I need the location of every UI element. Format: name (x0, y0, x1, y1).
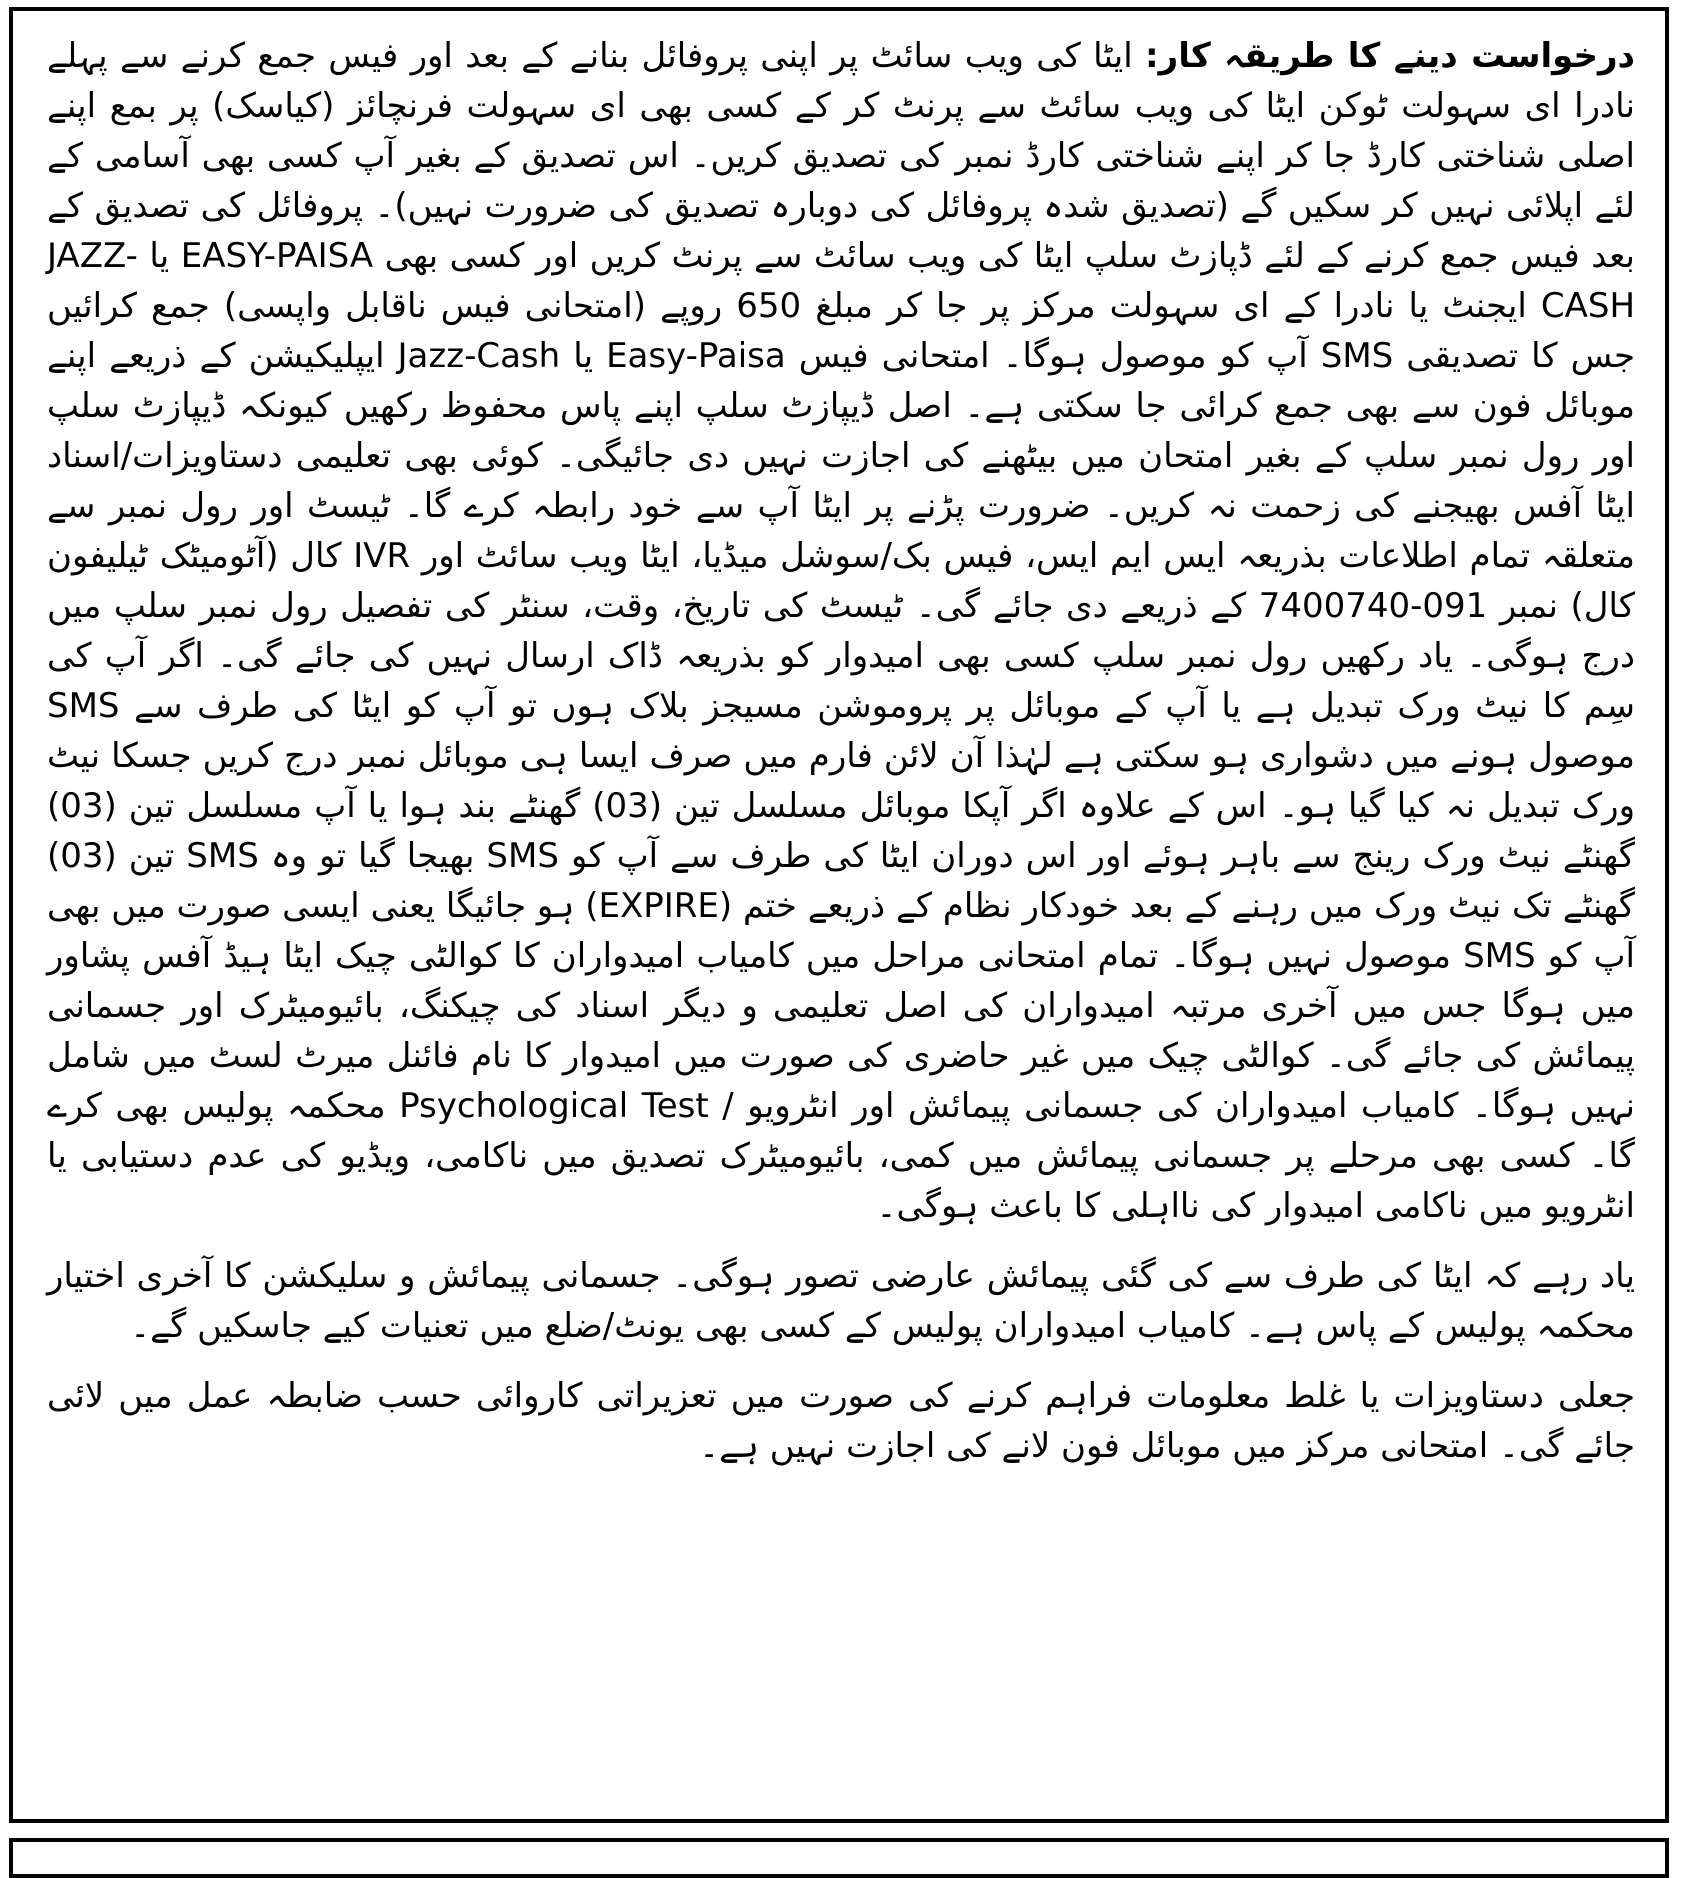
section-heading: درخواست دینے کا طریقہ کار: (1145, 36, 1635, 76)
paragraph-application-procedure (47, 31, 1635, 1231)
document-body (47, 31, 1635, 1471)
paragraph-fake-documents-notice: جعلی دستاویزات یا غلط معلومات فراہم کرنے کی صورت میں تعزیراتی کاروائی حسب ضابطہ عمل میں لائی جائے گی۔ امتحانی مرکز میں موبائل فون لانے کی اجازت نہیں ہے۔ (47, 1376, 1635, 1466)
paragraph-measurement-notice: یاد رہے کہ ایٹا کی طرف سے کی گئی پیمائش عارضی تصور ہوگی۔ جسمانی پیمائش و سلیکشن کا آخری اختیار محکمہ پولیس کے پاس ہے۔ کامیاب امیدواران پولیس کے کسی بھی یونٹ/ضلع میں تعنیات کیے جاسکیں گے۔ (47, 1256, 1635, 1346)
next-section-frame (9, 1838, 1669, 1878)
paragraph-text-1: ایٹا کی ویب سائٹ پر اپنی پروفائل بنانے کے بعد اور فیس جمع کرنے سے پہلے نادرا ای سہولت ٹوکن ایٹا کی ویب سائٹ سے پرنٹ کر کے کسی بھی ای سہولت فرنچائز (کیاسک) پر بمع اپنے اصلی شناختی کارڈ جا کر اپنے شناختی کارڈ نمبر کی تصدیق کریں۔ اس تصدیق کے بغیر آپ کسی بھی آسامی کے لئے اپلائی نہیں کر سکیں گے (تصدیق شدہ پروفائل کی دوبارہ تصدیق کی ضرورت نہیں)۔ پروفائل کی تصدیق کے بعد فیس جمع کرنے کے لئے ڈپازٹ سلپ ایٹا کی ویب سائٹ سے پرنٹ کریں اور کسی بھی EASY-PAISA یا JAZZ-CASH ایجنٹ یا نادرا کے ای سہولت مرکز پر جا کر مبلغ 650 روپے (امتحانی فیس ناقابل واپسی) جمع کرائیں جس کا تصدیقی SMS آپ کو موصول ہوگا۔ امتحانی فیس Easy-Paisa یا Jazz-Cash ایپلیکیشن کے ذریعے اپنے موبائل فون سے بھی جمع کرائی جا سکتی ہے۔ اصل ڈیپازٹ سلپ اپنے پاس محفوظ رکھیں کیونکہ ڈیپازٹ سلپ اور رول نمبر سلپ کے بغیر امتحان میں بیٹھنے کی اجازت نہیں دی جائیگی۔ کوئی بھی تعلیمی دستاویزات/اسناد ایٹا آفس بھیجنے کی زحمت نہ کریں۔ ضرورت پڑنے پر ایٹا آپ سے خود رابطہ کرے گا۔ ٹیسٹ اور رول نمبر سے متعلقہ تمام اطلاعات بذریعہ ایس ایم ایس، فیس بک/سوشل میڈیا، ایٹا ویب سائٹ اور IVR کال (آٹومیٹک ٹیلیفون کال) نمبر 091-7400740 کے ذریعے دی جائے گی۔ ٹیسٹ کی تاریخ، وقت، سنٹر کی تفصیل رول نمبر سلپ میں درج ہوگی۔ یاد رکھیں رول نمبر سلپ کسی بھی امیدوار کو بذریعہ ڈاک ارسال نہیں کی جائے گی۔ اگر آپ کی سِم کا نیٹ ورک تبدیل ہے یا آپ کے موبائل پر پروموشن مسیجز بلاک ہوں تو آپ کو ایٹا کی طرف سے SMS موصول ہونے میں دشواری ہو سکتی ہے لہٰذا آن لائن فارم میں صرف ایسا ہی موبائل نمبر درج کریں جسکا نیٹ ورک تبدیل نہ کیا گیا ہو۔ اس کے علاوہ اگر آپکا موبائل مسلسل تین (03) گھنٹے بند ہوا یا آپ مسلسل تین (03) گھنٹے نیٹ ورک رینج سے باہر ہوئے اور اس دوران ایٹا کی طرف سے آپ کو SMS بھیجا گیا تو وہ SMS تین (03) گھنٹے تک نیٹ ورک میں رہنے کے بعد خودکار نظام کے ذریعے ختم (EXPIRE) ہو جائیگا یعنی ایسی صورت میں بھی آپ کو SMS موصول نہیں ہوگا۔ تمام امتحانی مراحل میں کامیاب امیدواران کا کوالٹی چیک ایٹا ہیڈ آفس پشاور میں ہوگا جس میں آخری مرتبہ امیدواران کی اصل تعلیمی و دیگر اسناد کی چیکنگ، بائیومیٹرک اور جسمانی پیمائش کی جائے گی۔ کوالٹی چیک میں غیر حاضری کی صورت میں امیدوار کا نام فائنل میرٹ لسٹ میں شامل نہیں ہوگا۔ کامیاب امیدواران کی جسمانی پیمائش اور انٹرویو / Psychological Test محکمہ پولیس بھی کرے گا۔ کسی بھی مرحلے پر جسمانی پیمائش میں کمی، بائیومیٹرک تصدیق میں ناکامی، ویڈیو کی عدم دستیابی یا انٹرویو میں ناکامی امیدوار کی نااہلی کا باعث ہوگی۔ (47, 36, 1636, 1226)
document-frame (9, 7, 1669, 1823)
